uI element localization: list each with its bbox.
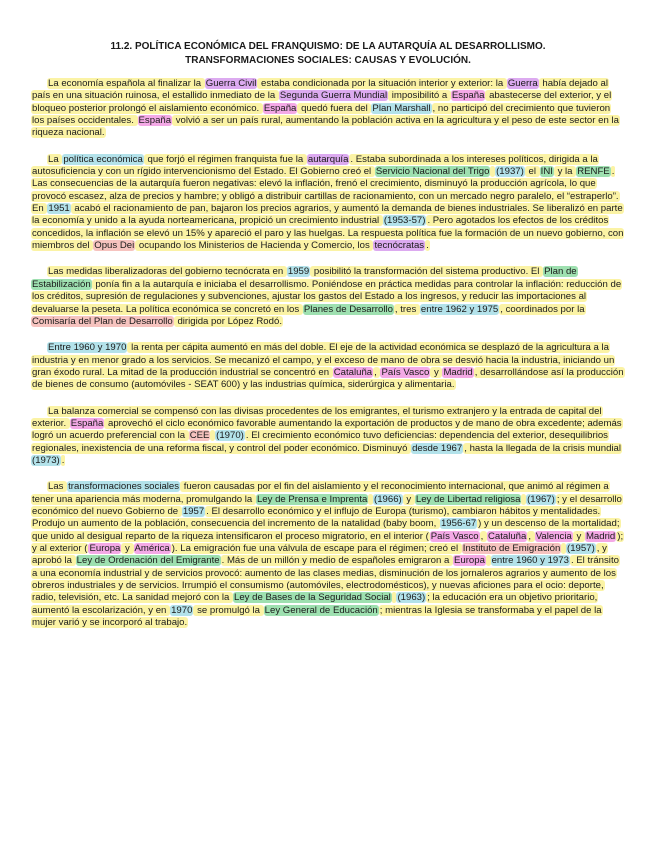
highlight-teal: 1951: [48, 203, 70, 215]
highlight-teal: desde 1967: [412, 442, 463, 454]
highlight-yellow: , hasta la llegada de la crisis mundial: [464, 442, 622, 454]
highlight-yellow: ) y un descenso de la mortalidad; que unido al desigual reparto de la riqueza intensificaron el proceso migratorio, en el interior (: [32, 518, 620, 542]
highlight-pink: Madrid: [585, 530, 616, 542]
highlight-yellow: abastecerse del exterior, y el bloqueo posterior prolongó el aislamiento económico.: [32, 90, 612, 114]
highlight-yellow: ,: [374, 366, 380, 378]
highlight-pink: Madrid: [443, 366, 473, 378]
highlight-teal: política económica: [63, 153, 143, 165]
highlight-yellow: acabó el racionamiento de pan, bajaron los precios agrarios, y aumentó la demanda de bienes industriales. Se liberalizó en parte la economía y unido a la ayuda norteamericana, propició un crecimiento industrial: [32, 203, 623, 227]
highlight-yellow: y: [431, 366, 442, 378]
highlight-purple: autarquía: [307, 153, 349, 165]
highlight-yellow: . El crecimiento económico tuvo deficiencias: dependencia del exterior, desequilibrios regionales, inexistencia de una reforma fiscal, y control del poder económico. Disminuyó: [32, 430, 608, 454]
paragraph-autarquia-context: [31, 78, 625, 140]
highlight-yellow: ponía fin a la autarquía e iniciaba el desarrollismo. Poniéndose en práctica medidas para controlar la inflación: reducción de los créditos, supresión de regulaciones y subvenciones, ajustar los gastos del Estado a los ingresos, y reducir las importaciones al devaluarse la peseta. La política económica se concretó en los: [32, 278, 622, 315]
highlight-yellow: había dejado al país en una situación ruinosa, el estallido inmediato de la: [32, 78, 608, 102]
title-line-2: TRANSFORMACIONES SOCIALES: CAUSAS Y EVOLUCIÓN.: [185, 54, 471, 66]
highlight-teal: (1953-57): [383, 215, 426, 227]
highlight-pink: Europa: [89, 543, 121, 554]
highlight-pink: España: [70, 417, 104, 429]
highlight-salmon: Comisaría del Plan de Desarrollo: [32, 315, 173, 327]
highlight-yellow: y: [573, 530, 584, 542]
highlight-yellow: ; mientras la Iglesia se transformaba y el papel de la mujer varió y se incorporó al trabajo.: [32, 604, 602, 629]
highlight-green: Ley de Libertad religiosa: [415, 493, 521, 505]
document-title: [31, 40, 625, 67]
highlight-teal: 1970: [171, 604, 193, 616]
highlight-yellow: ,: [480, 530, 486, 542]
highlight-teal: (1963): [397, 592, 426, 604]
highlight-yellow: ,: [528, 530, 534, 542]
highlight-pink: España: [138, 115, 172, 127]
highlight-yellow: La: [48, 153, 62, 165]
highlight-teal: entre 1960 y 1973: [491, 555, 569, 567]
highlight-yellow: que forjó el régimen franquista fue la: [144, 153, 306, 165]
highlight-green: Ley General de Educación: [264, 604, 378, 616]
highlight-yellow: posibilitó la transformación del sistema productivo. El: [311, 266, 543, 278]
highlight-yellow: La economía española al finalizar la: [48, 78, 204, 89]
highlight-yellow: la renta per cápita aumentó en más del doble. El eje de la actividad económica se desplazó de la agricultura a la industria y en menor grado a los servicios. Se mecanizó el campo, y el exceso de mano de obra se desvió hacia la industria, iniciando un gran éxodo rural. La mitad de la producción industrial se concentró en: [32, 342, 615, 378]
paragraph-trade-balance: [31, 406, 625, 468]
highlight-green: Ley de Ordenación del Emigrante: [76, 555, 220, 567]
highlight-teal: 1956-67: [440, 518, 477, 530]
highlight-yellow: fueron causadas por el fin del aislamiento y el reconocimiento internacional, que animó al régimen a tener una apariencia más moderna, promulgando la: [32, 481, 609, 505]
highlight-teal: (1973): [32, 454, 60, 466]
highlight-yellow: quedó fuera del: [298, 102, 371, 114]
highlight-yellow: imposibilitó a: [389, 90, 450, 102]
highlight-teal: Entre 1960 y 1970: [48, 342, 127, 354]
highlight-yellow: Las: [48, 481, 67, 493]
highlight-yellow: Las medidas liberalizadoras del gobierno tecnócrata en: [48, 266, 286, 278]
highlight-teal: (1970): [216, 430, 244, 442]
highlight-yellow: . Pero agotados los efectos de los créditos concedidos, la inflación se elevó un 15% y apareció el paro y las huelgas. La respuesta política fue la formación de un nuevo gobierno, con miembros del: [32, 215, 624, 252]
paragraph-social-transformations: [31, 481, 625, 629]
highlight-yellow: .: [426, 240, 429, 252]
highlight-green: Planes de Desarrollo: [303, 303, 393, 315]
highlight-teal: (1937): [496, 166, 524, 178]
highlight-yellow: . Más de un millón y medio de españoles emigraron a: [221, 555, 452, 567]
highlight-teal: 1957: [182, 505, 205, 517]
highlight-teal: transformaciones sociales: [68, 481, 180, 493]
highlight-yellow: y: [122, 543, 133, 554]
highlight-teal: entre 1962 y 1975: [420, 303, 499, 315]
highlight-pink: Cataluña: [487, 530, 527, 542]
highlight-yellow: . El desarrollo económico y el influjo de Europa (turismo), cambiaron hábitos y mentalidades. Produjo un aumento de la población, consecuencia del incremento de la natalidad (baby boom,: [32, 505, 601, 530]
highlight-pink: País Vasco: [430, 530, 479, 542]
highlight-salmon: CEE: [189, 430, 210, 442]
highlight-yellow: y: [403, 493, 414, 505]
highlight-yellow: . Estaba subordinada a los intereses políticos, dirigida a la autosuficiencia y con un rígido intervencionismo del Estado. El Gobierno creó el: [32, 153, 598, 178]
highlight-yellow: aprovechó el ciclo económico favorable aumentando la exportación de productos y de mano de obra excedente; además logró un acuerdo preferencial con la: [32, 417, 622, 442]
highlight-yellow: se promulgó la: [194, 604, 263, 616]
paragraph-industrial-growth: [31, 342, 625, 391]
highlight-teal: (1966): [374, 493, 402, 505]
highlight-yellow: estaba condicionada por la situación interior y exterior: la: [258, 78, 506, 89]
highlight-pink: País Vasco: [381, 366, 430, 378]
highlight-pink: Cataluña: [333, 366, 373, 378]
highlight-yellow: , y aprobó la: [32, 543, 607, 567]
highlight-yellow: ). La emigración fue una válvula de escape para el régimen; creó el: [171, 543, 461, 554]
highlight-yellow: volvió a ser un país rural, aumentando la población activa en la agricultura y el peso de este sector en la riqueza nacional.: [32, 115, 619, 139]
paragraph-stabilization-plan: [31, 266, 625, 328]
highlight-salmon: Instituto de Emigración: [462, 543, 561, 554]
highlight-purple: Guerra: [507, 78, 538, 89]
highlight-purple: Guerra Civil: [205, 78, 257, 89]
highlight-yellow: , desarrollándose así la producción de bienes de consumo (automóviles - SEAT 600) y las industrias química, siderúrgica y alimentaria.: [32, 366, 624, 391]
highlight-green: RENFE: [577, 166, 610, 178]
highlight-yellow: .: [61, 454, 65, 466]
highlight-yellow: , coordinados por la: [500, 303, 585, 315]
highlight-yellow: [486, 555, 491, 566]
paragraph-autarquia-policy: [31, 154, 625, 253]
title-line-1: 11.2. POLÍTICA ECONÓMICA DEL FRANQUISMO: DE LA AUTARQUÍA AL DESARROLLISMO.: [110, 41, 546, 52]
highlight-pink: Valencia: [535, 530, 572, 542]
highlight-teal: Plan Marshall: [372, 102, 431, 114]
highlight-yellow: ); y al exterior (: [32, 530, 624, 554]
highlight-green: Plan de Estabilización: [32, 266, 577, 290]
highlight-green: Ley de Prensa e Imprenta: [256, 493, 368, 505]
highlight-purple: Segunda Guerra Mundial: [279, 90, 388, 102]
highlight-yellow: ocupando los Ministerios de Hacienda y Comercio, los: [136, 240, 373, 252]
highlight-green: INI: [540, 166, 553, 178]
highlight-salmon: Opus Dei: [94, 240, 135, 252]
highlight-yellow: ; la educación era un objetivo prioritario, aumentó la escolarización, y en: [32, 592, 598, 616]
highlight-yellow: dirigida por López Rodó.: [174, 315, 282, 327]
highlight-green: Ley de Bases de la Seguridad Social: [233, 592, 391, 604]
highlight-teal: (1957): [567, 543, 595, 554]
highlight-pink: España: [263, 102, 297, 114]
highlight-yellow: . El tránsito a una economía industrial y de servicios provocó: aumento de las clases medias, disminución de los jornaleros agrarios y aumento de los obreros industriales y de servicios. Irrumpió el consumismo (automóviles, electrodomésticos), y nuevas aficiones para el ocio: deporte, radio, televisión, etc. La sanidad mejoró con la: [32, 555, 619, 604]
highlight-teal: (1967): [527, 493, 555, 505]
highlight-green: Servicio Nacional del Trigo: [375, 166, 490, 178]
highlight-pink: España: [451, 90, 485, 102]
highlight-yellow: , no participó del crecimiento que tuvieron los países occidentales.: [32, 102, 611, 127]
highlight-yellow: . Las consecuencias de la autarquía fueron negativas: elevó la inflación, frenó el crecimiento, disminuyó la producción agrícola, lo que provocó escasez, alza de precios y hambre; y obligó a distribuir cartillas de racionamiento, con un mercado negro paralelo, el “estraperlo”. En: [32, 166, 619, 215]
highlight-purple: tecnócratas: [374, 240, 425, 252]
highlight-pink: Europa: [453, 555, 485, 567]
highlight-yellow: el: [525, 166, 539, 178]
highlight-teal: 1959: [287, 266, 310, 278]
highlight-pink: América: [134, 543, 170, 554]
highlight-yellow: y la: [554, 166, 576, 178]
highlight-yellow: ; y el desarrollo económico del nuevo Gobierno de: [32, 493, 622, 517]
highlight-yellow: La balanza comercial se compensó con las divisas procedentes de los emigrantes, el turismo extranjero y la entrada de capital del exterior.: [32, 405, 602, 429]
highlight-yellow: , tres: [394, 303, 419, 315]
